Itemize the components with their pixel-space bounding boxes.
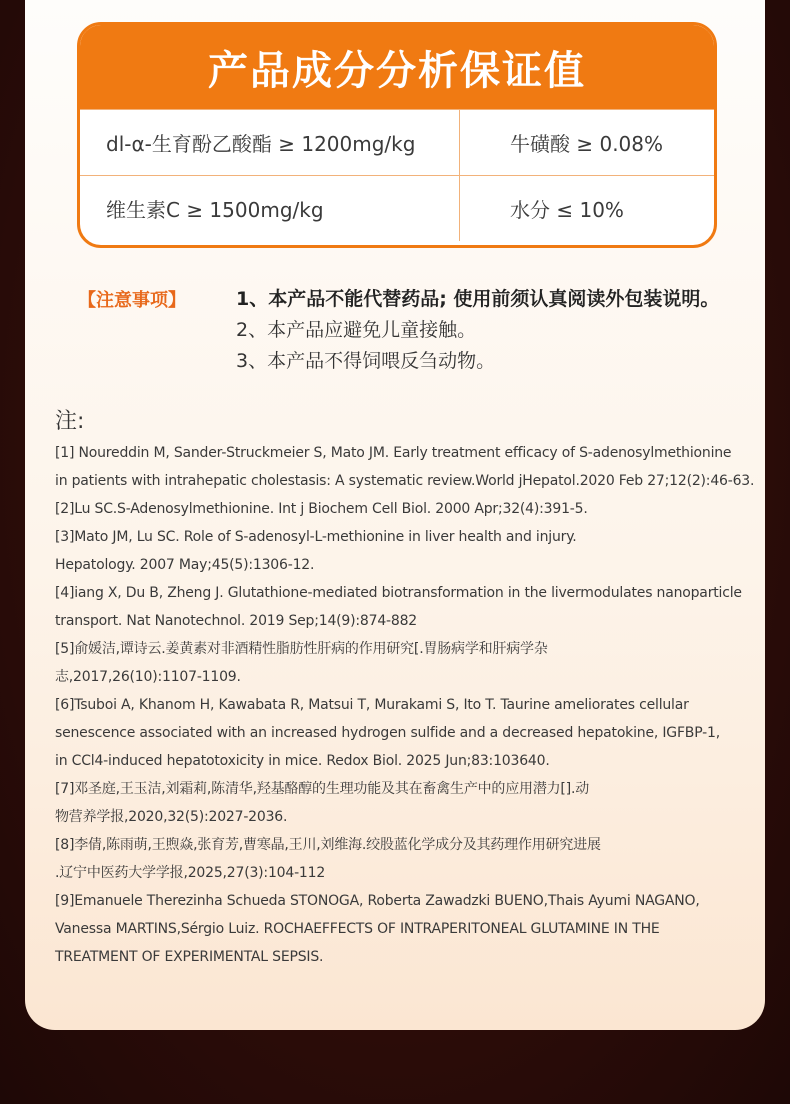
notice-list <box>236 284 790 377</box>
notice-item: 2、本产品应避免儿童接触。 <box>236 319 477 341</box>
table-cell: dl-α-生育酚乙酸酯 ≥ 1200mg/kg <box>80 110 460 175</box>
reference-line: TREATMENT OF EXPERIMENTAL SEPSIS. <box>55 949 324 965</box>
table-title: 产品成分分析保证值 <box>80 25 714 109</box>
reference-line: [8]李倩,陈雨萌,王煦焱,张育芳,曹寒晶,王川,刘维海.绞股蓝化学成分及其药理作用研究进展 <box>55 837 601 853</box>
reference-line: senescence associated with an increased hydrogen sulfide and a decreased hepatokine, IGFBP-1, <box>55 725 720 741</box>
notice-item: 1、本产品不能代替药品; 使用前须认真阅读外包装说明。 <box>236 288 720 310</box>
reference-line: [3]Mato JM, Lu SC. Role of S-adenosyl-L-methionine in liver health and injury. <box>55 529 577 545</box>
reference-line: [1] Noureddin M, Sander-Struckmeier S, Mato JM. Early treatment efficacy of S-adenosylmethionine <box>55 445 732 461</box>
table-cell: 水分 ≤ 10% <box>510 198 624 222</box>
notice-label: 【注意事项】 <box>78 290 186 311</box>
content-card <box>25 0 765 1030</box>
table-row <box>80 175 714 241</box>
reference-line: in patients with intrahepatic cholestasis: A systematic review.World jHepatol.2020 Feb 27;12(2):46-63. <box>55 473 755 489</box>
references-title: 注: <box>55 409 85 434</box>
reference-line: [4]iang X, Du B, Zheng J. Glutathione-mediated biotransformation in the livermodulates nanoparticle <box>55 585 742 601</box>
table-cell: 牛磺酸 ≥ 0.08% <box>510 132 664 156</box>
reference-line: [2]Lu SC.S-Adenosylmethionine. Int j Biochem Cell Biol. 2000 Apr;32(4):391-5. <box>55 501 588 517</box>
notice-item: 3、本产品不得饲喂反刍动物。 <box>236 350 496 372</box>
reference-line: Vanessa MARTINS,Sérgio Luiz. ROCHAEFFECTS OF INTRAPERITONEAL GLUTAMINE IN THE <box>55 921 660 937</box>
reference-line: 物营养学报,2020,32(5):2027-2036. <box>55 809 288 825</box>
reference-line: [5]俞媛洁,谭诗云.姜黄素对非酒精性脂肪性肝病的作用研究[.胃肠病学和肝病学杂 <box>55 641 548 657</box>
reference-line: .辽宁中医药大学学报,2025,27(3):104-112 <box>55 865 326 881</box>
reference-line: [9]Emanuele Therezinha Schueda STONOGA, Roberta Zawadzki BUENO,Thais Ayumi NAGANO, <box>55 893 700 909</box>
ingredient-guarantee-table <box>77 22 717 248</box>
reference-line: Hepatology. 2007 May;45(5):1306-12. <box>55 557 315 573</box>
table-row <box>80 109 714 175</box>
reference-line: [6]Tsuboi A, Khanom H, Kawabata R, Matsui T, Murakami S, Ito T. Taurine ameliorates cellular <box>55 697 689 713</box>
references-section <box>55 404 767 971</box>
reference-line: [7]邓圣庭,王玉洁,刘霜莉,陈清华,羟基酪醇的生理功能及其在畜禽生产中的应用潜力[].动 <box>55 781 590 797</box>
reference-line: in CCl4-induced hepatotoxicity in mice. Redox Biol. 2025 Jun;83:103640. <box>55 753 550 769</box>
reference-line: 志,2017,26(10):1107-1109. <box>55 669 241 685</box>
reference-line: transport. Nat Nanotechnol. 2019 Sep;14(9):874-882 <box>55 613 418 629</box>
table-cell: 维生素C ≥ 1500mg/kg <box>80 176 460 241</box>
